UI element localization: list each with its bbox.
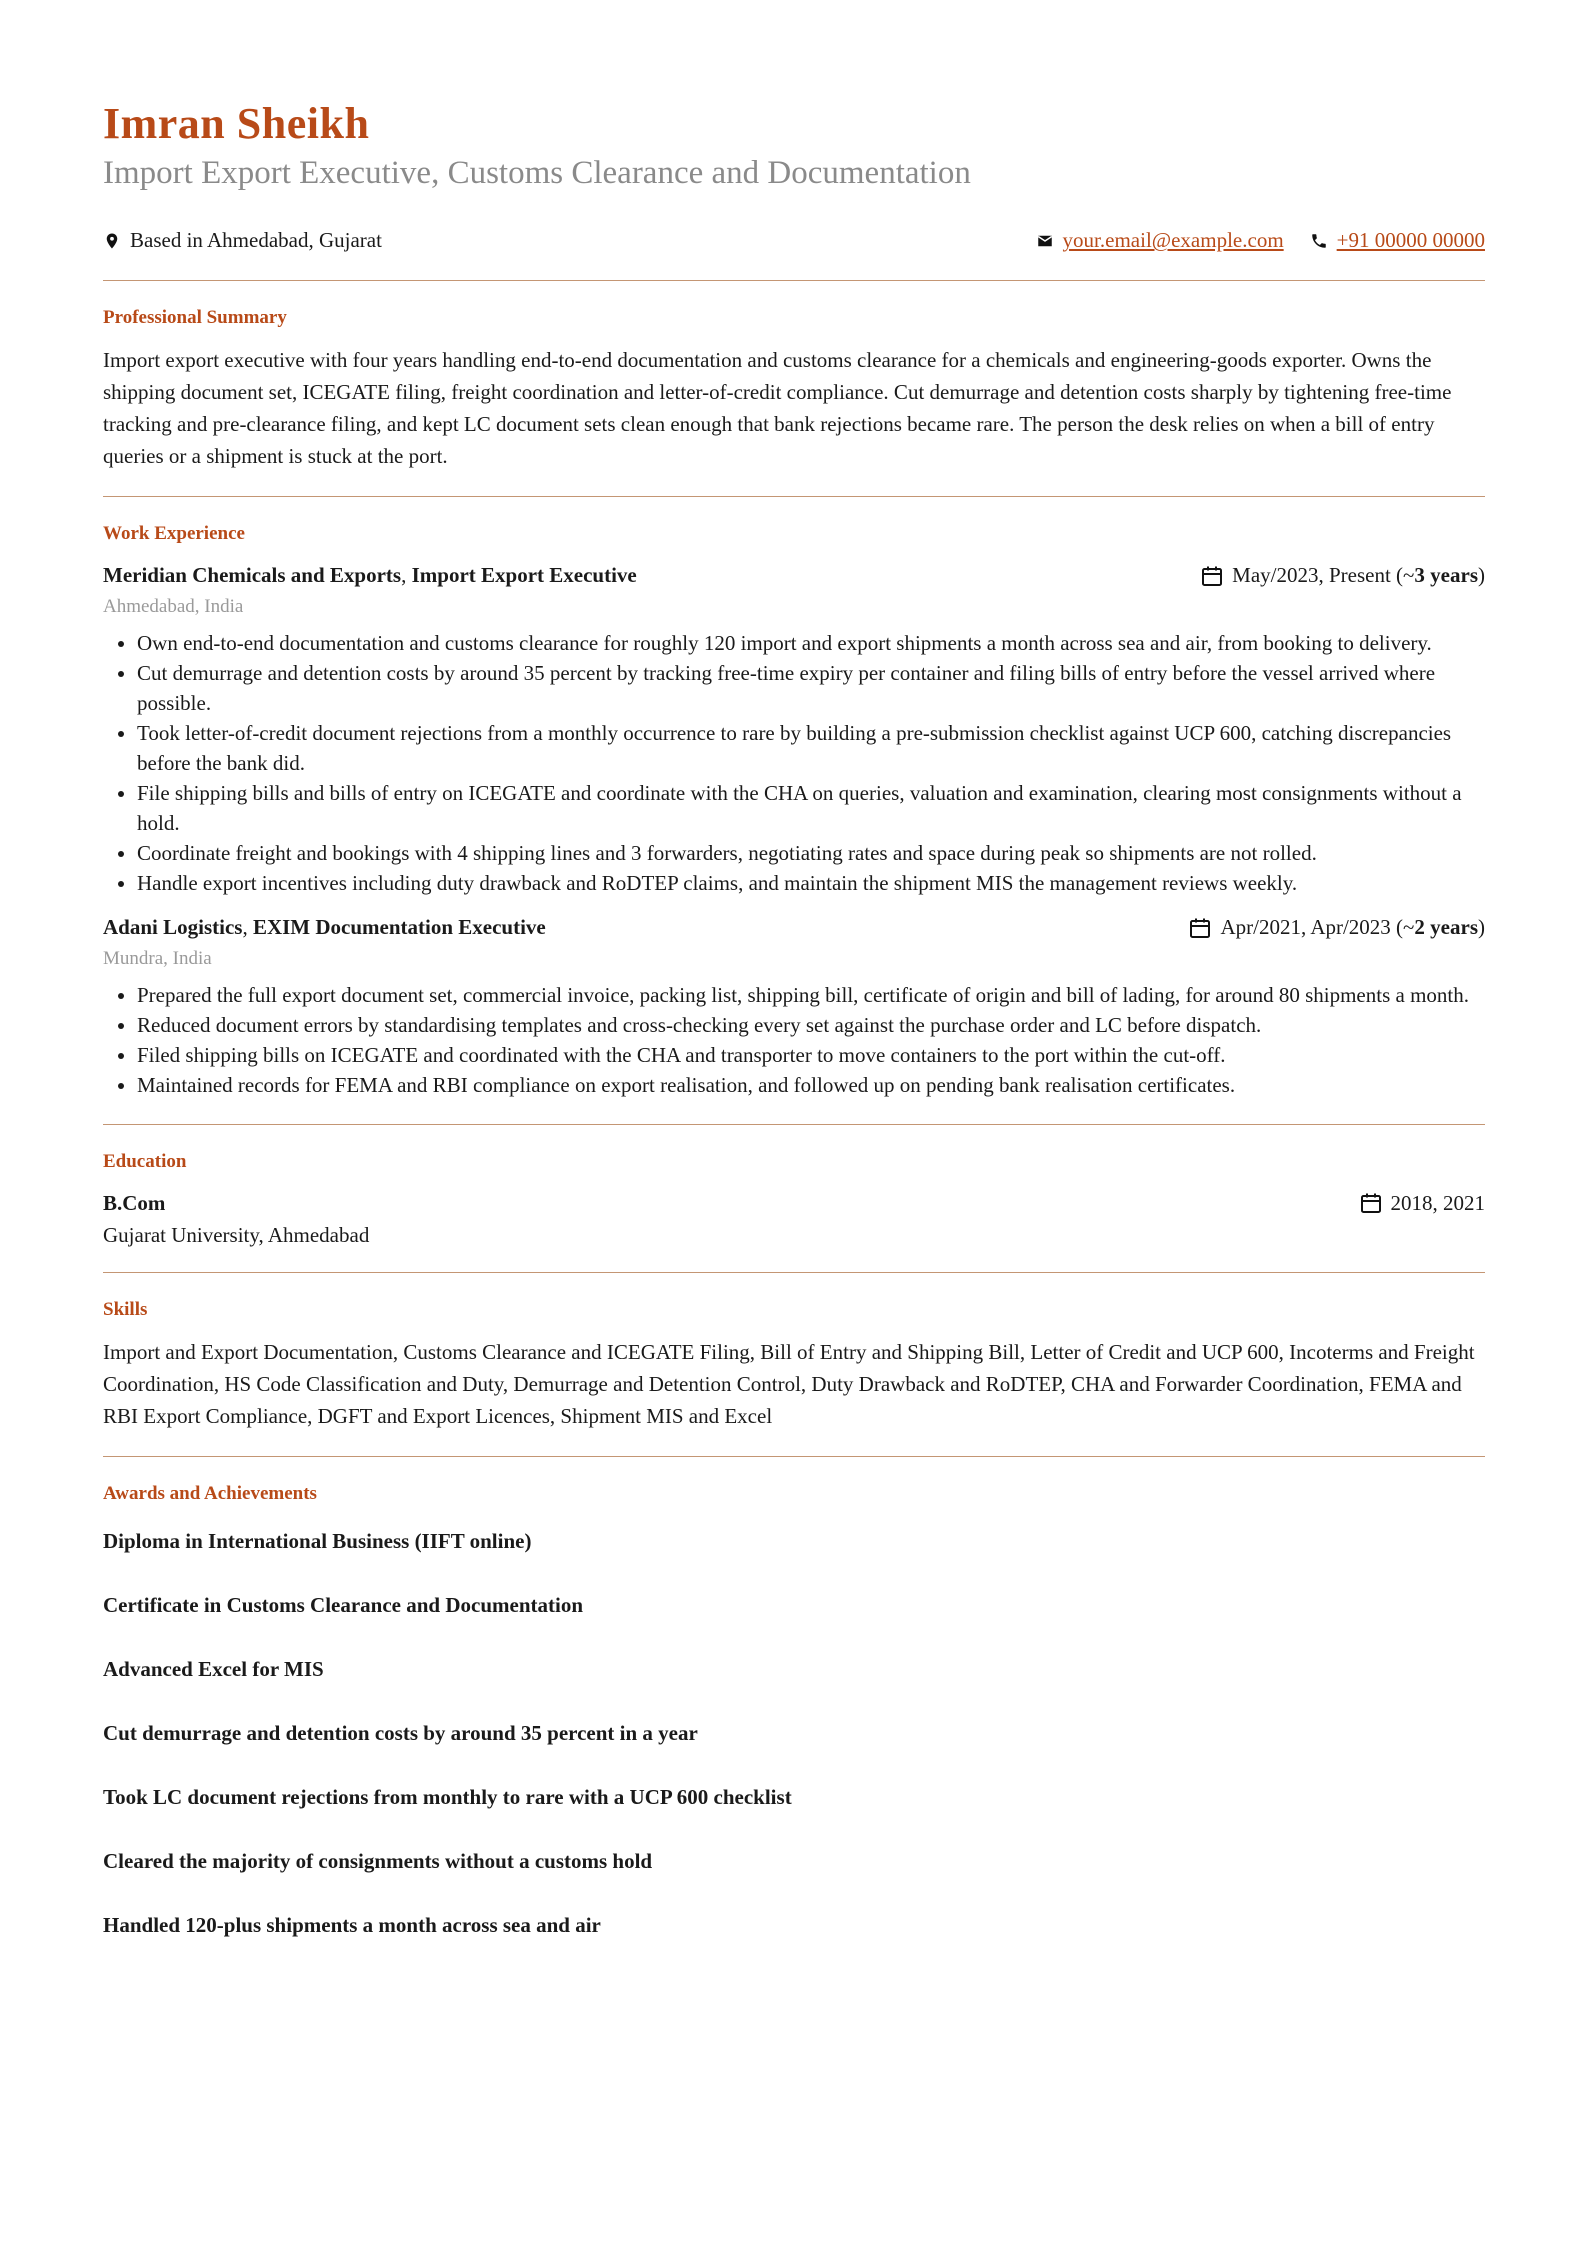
list-item: • Prepared the full export document set, commercial invoice, packing list, shipping bill, certificate of origin and bill of lading, for around 80 shipments a month. <box>137 980 1485 1010</box>
candidate-headline: Import Export Executive, Customs Clearance and Documentation <box>103 155 971 192</box>
job-date-close: ) <box>1478 563 1485 588</box>
job-date-range: May/2023, Present (~ <box>1232 563 1415 588</box>
awards-heading: Awards and Achievements <box>103 1483 317 1505</box>
email-item <box>1036 228 1284 253</box>
divider <box>103 1124 1485 1125</box>
job-date-close: ) <box>1478 915 1485 940</box>
location-item <box>103 228 382 253</box>
job-company: Meridian Chemicals and Exports <box>103 563 402 588</box>
experience-heading: Work Experience <box>103 522 245 544</box>
education-heading: Education <box>103 1150 187 1172</box>
award-item: Took LC document rejections from monthly to rare with a UCP 600 checklist <box>103 1784 792 1809</box>
job-date-range: Apr/2021, Apr/2023 (~ <box>1220 915 1415 940</box>
phone-link[interactable]: +91 00000 00000 <box>1336 228 1485 253</box>
award-item: Cleared the majority of consignments without a customs hold <box>103 1848 653 1873</box>
award-item: Certificate in Customs Clearance and Documentation <box>103 1592 584 1617</box>
award-item: Advanced Excel for MIS <box>103 1656 324 1681</box>
award-item: Handled 120-plus shipments a month across sea and air <box>103 1912 601 1937</box>
divider <box>103 1272 1485 1273</box>
list-item: • Coordinate freight and bookings with 4 shipping lines and 3 forwarders, negotiating rates and space during peak so shipments are not rolled. <box>137 838 1485 868</box>
skills-text: Import and Export Documentation, Customs Clearance and ICEGATE Filing, Bill of Entry and Shipping Bill, Letter of Credit and UCP 600, Incoterms and Freight Coordination, HS Code Classification and Duty, Demurrage and Detention Control, Duty Drawback and RoDTEP, CHA and Forwarder Coordination, FEMA and RBI Export Compliance, DGFT and Export Licences, Shipment MIS and Excel <box>103 1340 1475 1429</box>
skills-heading: Skills <box>103 1299 148 1321</box>
job-role: Import Export Executive <box>411 563 637 588</box>
job-location: Ahmedabad, India <box>103 595 244 617</box>
awards-list <box>103 1526 1485 1940</box>
education-dates <box>1359 1191 1486 1216</box>
job-company: Adani Logistics <box>103 915 243 940</box>
calendar-icon <box>1188 916 1212 940</box>
location-pin-icon <box>103 232 121 250</box>
phone-icon <box>1310 232 1328 250</box>
education-date-range: 2018, 2021 <box>1390 1190 1485 1215</box>
summary-heading: Professional Summary <box>103 306 287 328</box>
job-dates <box>1188 915 1485 940</box>
award-item: Diploma in International Business (IIFT online) <box>103 1528 532 1553</box>
location-text: Based in Ahmedabad, Gujarat <box>130 228 382 253</box>
job-duration: 2 years <box>1414 915 1478 940</box>
divider <box>103 1456 1485 1457</box>
list-item: • Maintained records for FEMA and RBI compliance on export realisation, and followed up on pending bank realisation certificates. <box>137 1070 1485 1100</box>
calendar-icon <box>1359 1191 1383 1215</box>
list-item: • File shipping bills and bills of entry on ICEGATE and coordinate with the CHA on queries, valuation and examination, clearing most consignments without a hold. <box>137 778 1485 838</box>
job-title-line: Adani Logistics, EXIM Documentation Executive <box>103 915 546 940</box>
summary-text: Import export executive with four years handling end-to-end documentation and customs clearance for a chemicals and engineering-goods exporter. Owns the shipping document set, ICEGATE filing, freight coordination and letter-of-credit compliance. Cut demurrage and detention costs sharply by tightening free-time tracking and pre-clearance filing, and kept LC document sets clean enough that bank rejections became rare. The person the desk relies on when a bill of entry queries or a shipment is stuck at the port. <box>103 347 1452 468</box>
award-item: Cut demurrage and detention costs by around 35 percent in a year <box>103 1720 698 1745</box>
list-item: • Own end-to-end documentation and customs clearance for roughly 120 import and export shipments a month across sea and air, from booking to delivery. <box>137 628 1485 658</box>
education-institution: Gujarat University, Ahmedabad <box>103 1223 370 1248</box>
email-link[interactable]: your.email@example.com <box>1062 228 1284 253</box>
job-header <box>103 560 1485 592</box>
divider <box>103 280 1485 281</box>
list-item: • Cut demurrage and detention costs by around 35 percent by tracking free-time expiry per container and filing bills of entry before the vessel arrived where possible. <box>137 658 1485 718</box>
candidate-name: Imran Sheikh <box>103 99 370 148</box>
list-item: • Reduced document errors by standardising templates and cross-checking every set against the purchase order and LC before dispatch. <box>137 1010 1485 1040</box>
calendar-icon <box>1200 564 1224 588</box>
job-bullets <box>103 980 1485 1100</box>
education-degree: B.Com <box>103 1190 166 1215</box>
job-location: Mundra, India <box>103 947 212 969</box>
phone-item <box>1310 228 1485 253</box>
list-item: • Took letter-of-credit document rejections from a monthly occurrence to rare by building a pre-submission checklist against UCP 600, catching discrepancies before the bank did. <box>137 718 1485 778</box>
job-header <box>103 912 1485 944</box>
contact-links <box>1010 228 1485 253</box>
job-role: EXIM Documentation Executive <box>252 915 546 940</box>
divider <box>103 496 1485 497</box>
job-title-line: Meridian Chemicals and Exports, Import Export Executive <box>103 563 637 588</box>
job-bullets <box>103 628 1485 898</box>
list-item: • Filed shipping bills on ICEGATE and coordinated with the CHA and transporter to move containers to the port within the cut-off. <box>137 1040 1485 1070</box>
list-item: • Handle export incentives including duty drawback and RoDTEP claims, and maintain the shipment MIS the management reviews weekly. <box>137 868 1485 898</box>
contact-row <box>103 226 1485 256</box>
job-dates <box>1200 563 1485 588</box>
job-entry <box>103 560 1485 898</box>
job-duration: 3 years <box>1414 563 1478 588</box>
job-entry <box>103 912 1485 1100</box>
education-header <box>103 1187 1485 1219</box>
mail-icon <box>1036 232 1054 250</box>
